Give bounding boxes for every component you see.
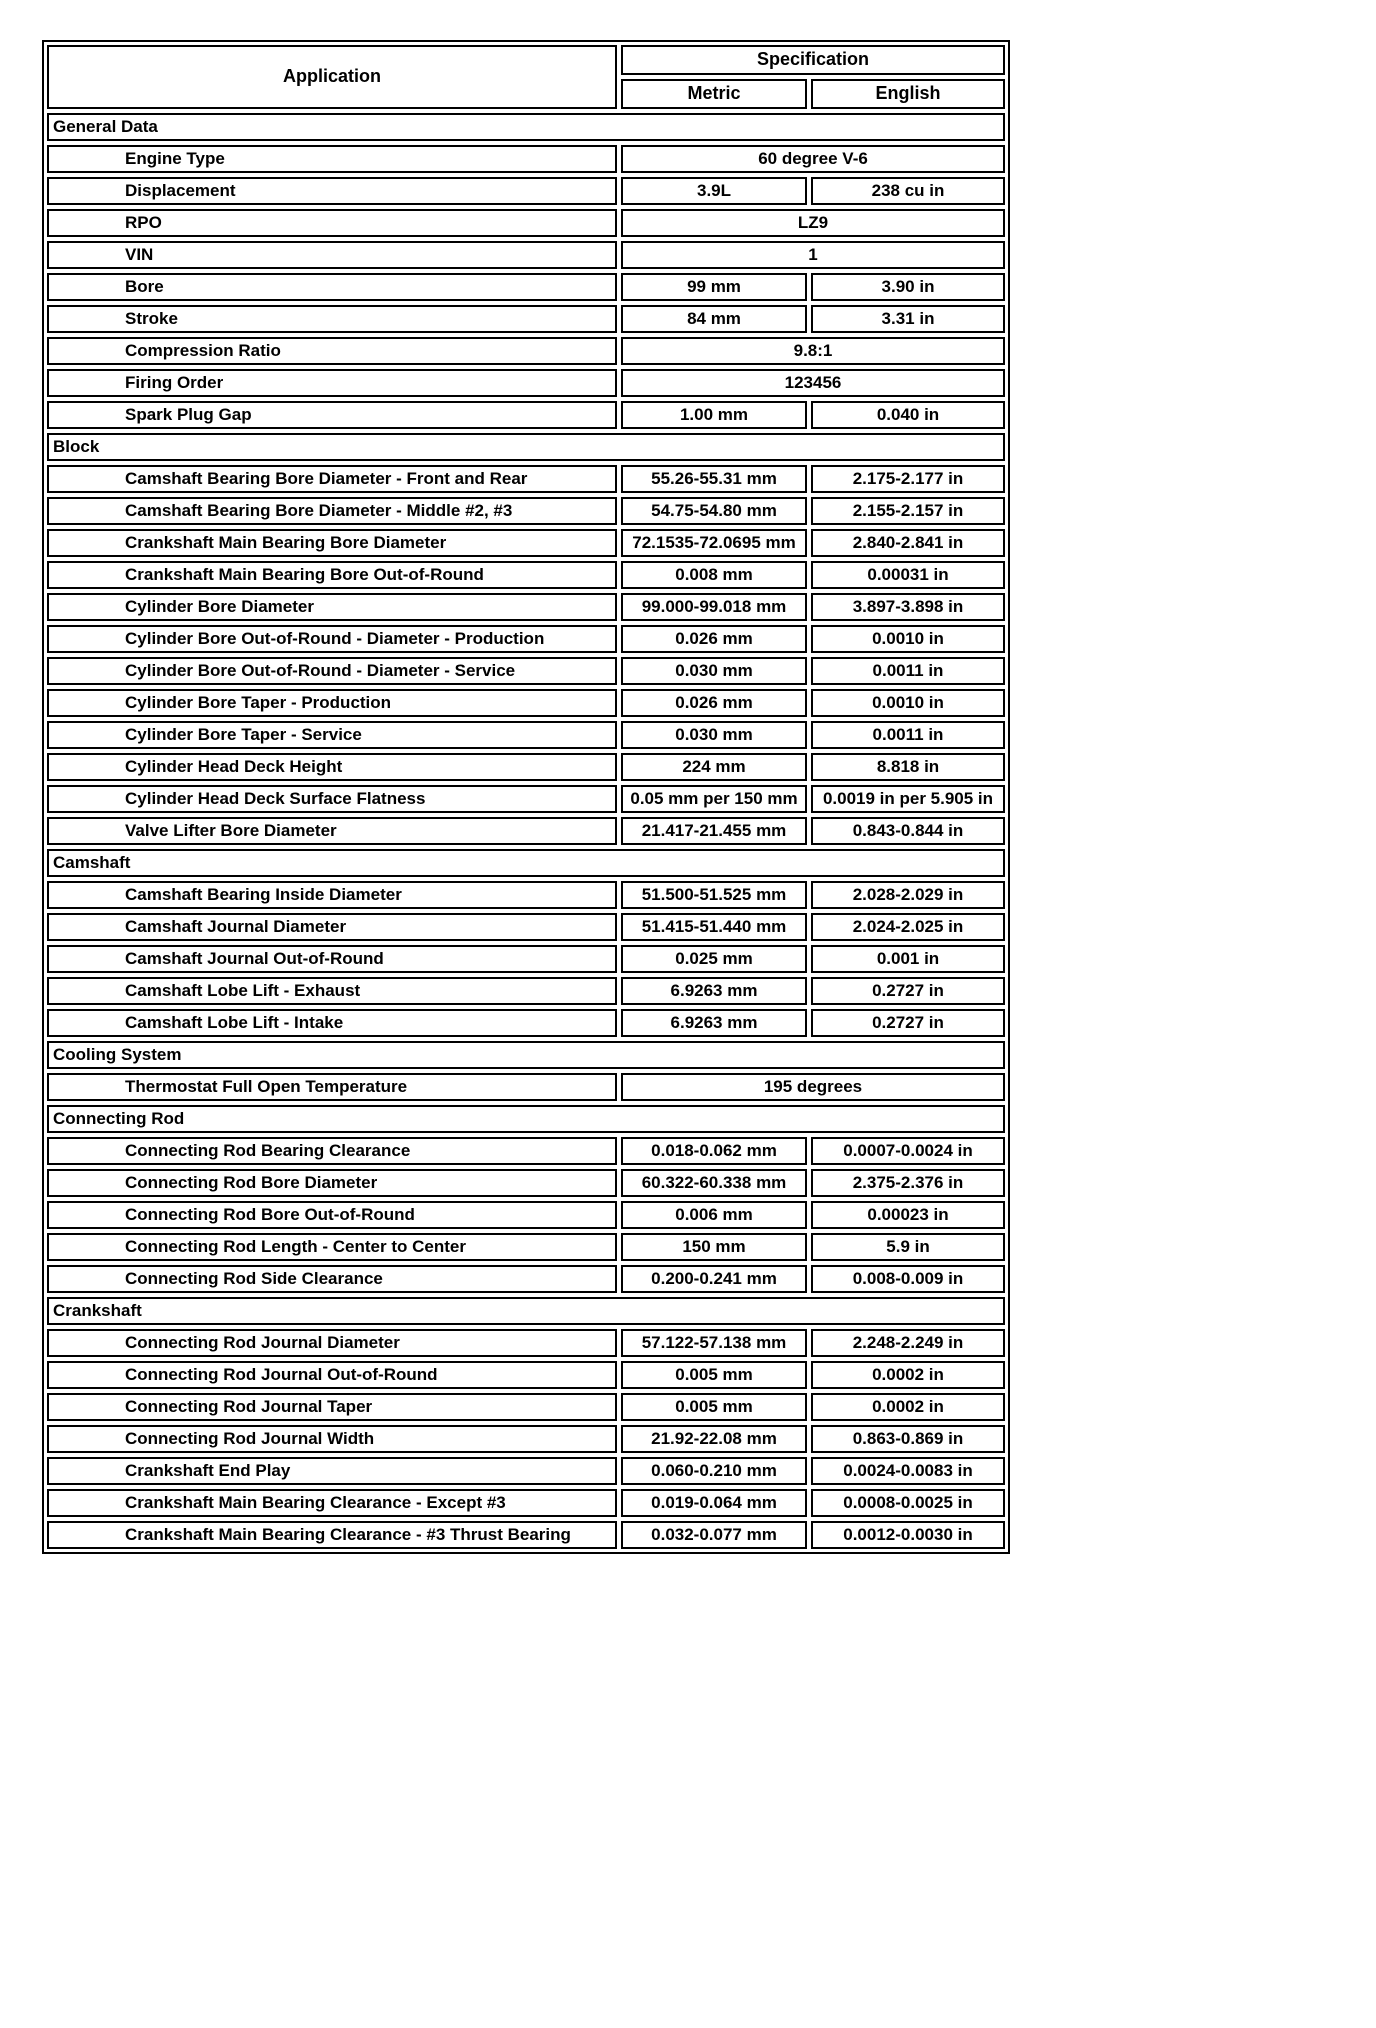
- application-cell: Valve Lifter Bore Diameter: [47, 817, 617, 845]
- english-value-cell: 0.863-0.869 in: [811, 1425, 1005, 1453]
- metric-value-cell: 224 mm: [621, 753, 807, 781]
- table-row: [47, 689, 1005, 717]
- section-header-row: [47, 1041, 1005, 1069]
- table-row: [47, 721, 1005, 749]
- application-cell: Displacement: [47, 177, 617, 205]
- metric-value-cell: 0.05 mm per 150 mm: [621, 785, 807, 813]
- table-row: [47, 1009, 1005, 1037]
- table-row: [47, 1489, 1005, 1517]
- table-row: [47, 465, 1005, 493]
- section-header-row: [47, 1105, 1005, 1133]
- metric-value-cell: 0.005 mm: [621, 1393, 807, 1421]
- section-title: Cooling System: [47, 1041, 1005, 1069]
- table-row: [47, 1265, 1005, 1293]
- table-row: [47, 529, 1005, 557]
- english-value-cell: 5.9 in: [811, 1233, 1005, 1261]
- english-value-cell: 0.0002 in: [811, 1361, 1005, 1389]
- english-value-cell: 0.00031 in: [811, 561, 1005, 589]
- english-value-cell: 0.0012-0.0030 in: [811, 1521, 1005, 1549]
- english-value-cell: 2.375-2.376 in: [811, 1169, 1005, 1197]
- application-cell: Connecting Rod Bearing Clearance: [47, 1137, 617, 1165]
- specification-header-group: [621, 45, 1005, 109]
- english-value-cell: 2.028-2.029 in: [811, 881, 1005, 909]
- application-cell: Thermostat Full Open Temperature: [47, 1073, 617, 1101]
- metric-value-cell: 0.018-0.062 mm: [621, 1137, 807, 1165]
- english-value-cell: 0.0024-0.0083 in: [811, 1457, 1005, 1485]
- english-value-cell: 0.0019 in per 5.905 in: [811, 785, 1005, 813]
- spec-table-body: [47, 113, 1005, 1549]
- application-cell: VIN: [47, 241, 617, 269]
- table-row: [47, 593, 1005, 621]
- english-value-cell: 0.0010 in: [811, 625, 1005, 653]
- english-value-cell: 0.843-0.844 in: [811, 817, 1005, 845]
- metric-value-cell: 0.200-0.241 mm: [621, 1265, 807, 1293]
- table-row: [47, 625, 1005, 653]
- english-value-cell: 3.897-3.898 in: [811, 593, 1005, 621]
- application-cell: Connecting Rod Length - Center to Center: [47, 1233, 617, 1261]
- section-title: Connecting Rod: [47, 1105, 1005, 1133]
- metric-value-cell: 0.005 mm: [621, 1361, 807, 1389]
- english-value-cell: 0.2727 in: [811, 1009, 1005, 1037]
- application-cell: Connecting Rod Bore Diameter: [47, 1169, 617, 1197]
- english-value-cell: 0.0002 in: [811, 1393, 1005, 1421]
- table-row: [47, 1169, 1005, 1197]
- application-cell: Cylinder Bore Taper - Service: [47, 721, 617, 749]
- application-cell: Connecting Rod Bore Out-of-Round: [47, 1201, 617, 1229]
- english-value-cell: 2.024-2.025 in: [811, 913, 1005, 941]
- table-row: [47, 1137, 1005, 1165]
- table-row: [47, 401, 1005, 429]
- english-value-cell: 0.0007-0.0024 in: [811, 1137, 1005, 1165]
- english-value-cell: 0.00023 in: [811, 1201, 1005, 1229]
- english-value-cell: 0.008-0.009 in: [811, 1265, 1005, 1293]
- english-column-header: English: [811, 79, 1005, 109]
- application-cell: Connecting Rod Side Clearance: [47, 1265, 617, 1293]
- application-cell: Spark Plug Gap: [47, 401, 617, 429]
- table-row: [47, 145, 1005, 173]
- metric-value-cell: 150 mm: [621, 1233, 807, 1261]
- english-value-cell: 0.2727 in: [811, 977, 1005, 1005]
- spec-value-cell: 1: [621, 241, 1005, 269]
- spec-value-cell: 9.8:1: [621, 337, 1005, 365]
- english-value-cell: 8.818 in: [811, 753, 1005, 781]
- application-cell: Cylinder Bore Diameter: [47, 593, 617, 621]
- application-cell: Camshaft Lobe Lift - Intake: [47, 1009, 617, 1037]
- table-row: [47, 1521, 1005, 1549]
- table-row: [47, 913, 1005, 941]
- metric-value-cell: 0.030 mm: [621, 657, 807, 685]
- unit-header-row: [621, 79, 1005, 109]
- english-value-cell: 0.0011 in: [811, 721, 1005, 749]
- english-value-cell: 0.040 in: [811, 401, 1005, 429]
- application-cell: Connecting Rod Journal Diameter: [47, 1329, 617, 1357]
- english-value-cell: 2.248-2.249 in: [811, 1329, 1005, 1357]
- application-cell: Cylinder Bore Out-of-Round - Diameter - Production: [47, 625, 617, 653]
- table-row: [47, 753, 1005, 781]
- application-cell: Firing Order: [47, 369, 617, 397]
- spec-value-cell: 195 degrees: [621, 1073, 1005, 1101]
- metric-value-cell: 0.026 mm: [621, 625, 807, 653]
- metric-value-cell: 55.26-55.31 mm: [621, 465, 807, 493]
- metric-value-cell: 0.026 mm: [621, 689, 807, 717]
- table-row: [47, 1073, 1005, 1101]
- section-header-row: [47, 849, 1005, 877]
- application-cell: Crankshaft End Play: [47, 1457, 617, 1485]
- application-cell: Connecting Rod Journal Taper: [47, 1393, 617, 1421]
- application-cell: Cylinder Head Deck Height: [47, 753, 617, 781]
- metric-value-cell: 57.122-57.138 mm: [621, 1329, 807, 1357]
- metric-value-cell: 3.9L: [621, 177, 807, 205]
- metric-value-cell: 6.9263 mm: [621, 1009, 807, 1037]
- application-cell: Cylinder Bore Out-of-Round - Diameter - Service: [47, 657, 617, 685]
- table-row: [47, 337, 1005, 365]
- application-cell: Compression Ratio: [47, 337, 617, 365]
- table-row: [47, 369, 1005, 397]
- table-row: [47, 177, 1005, 205]
- spec-table: [42, 40, 1010, 1554]
- section-title: General Data: [47, 113, 1005, 141]
- table-row: [47, 497, 1005, 525]
- metric-value-cell: 0.060-0.210 mm: [621, 1457, 807, 1485]
- application-cell: Stroke: [47, 305, 617, 333]
- metric-value-cell: 51.500-51.525 mm: [621, 881, 807, 909]
- table-row: [47, 1233, 1005, 1261]
- table-row: [47, 1201, 1005, 1229]
- english-value-cell: 0.0011 in: [811, 657, 1005, 685]
- spec-value-cell: 123456: [621, 369, 1005, 397]
- metric-value-cell: 0.006 mm: [621, 1201, 807, 1229]
- table-row: [47, 881, 1005, 909]
- metric-value-cell: 1.00 mm: [621, 401, 807, 429]
- table-row: [47, 241, 1005, 269]
- metric-value-cell: 51.415-51.440 mm: [621, 913, 807, 941]
- english-value-cell: 0.0010 in: [811, 689, 1005, 717]
- table-row: [47, 273, 1005, 301]
- table-row: [47, 1329, 1005, 1357]
- section-header-row: [47, 113, 1005, 141]
- english-value-cell: 3.31 in: [811, 305, 1005, 333]
- metric-value-cell: 21.92-22.08 mm: [621, 1425, 807, 1453]
- application-cell: Connecting Rod Journal Width: [47, 1425, 617, 1453]
- english-value-cell: 238 cu in: [811, 177, 1005, 205]
- metric-value-cell: 0.032-0.077 mm: [621, 1521, 807, 1549]
- application-cell: Camshaft Bearing Bore Diameter - Middle #2, #3: [47, 497, 617, 525]
- application-cell: Camshaft Bearing Bore Diameter - Front and Rear: [47, 465, 617, 493]
- application-cell: Camshaft Lobe Lift - Exhaust: [47, 977, 617, 1005]
- table-row: [47, 977, 1005, 1005]
- table-row: [47, 1361, 1005, 1389]
- english-value-cell: 3.90 in: [811, 273, 1005, 301]
- section-title: Block: [47, 433, 1005, 461]
- application-cell: Cylinder Head Deck Surface Flatness: [47, 785, 617, 813]
- application-cell: Engine Type: [47, 145, 617, 173]
- application-cell: Camshaft Bearing Inside Diameter: [47, 881, 617, 909]
- application-cell: Camshaft Journal Diameter: [47, 913, 617, 941]
- table-row: [47, 561, 1005, 589]
- metric-value-cell: 72.1535-72.0695 mm: [621, 529, 807, 557]
- section-title: Crankshaft: [47, 1297, 1005, 1325]
- table-row: [47, 305, 1005, 333]
- table-row: [47, 1457, 1005, 1485]
- table-header: [47, 45, 1005, 109]
- metric-value-cell: 21.417-21.455 mm: [621, 817, 807, 845]
- table-row: [47, 785, 1005, 813]
- metric-value-cell: 84 mm: [621, 305, 807, 333]
- metric-value-cell: 99.000-99.018 mm: [621, 593, 807, 621]
- table-row: [47, 945, 1005, 973]
- metric-column-header: Metric: [621, 79, 807, 109]
- application-cell: Cylinder Bore Taper - Production: [47, 689, 617, 717]
- english-value-cell: 0.001 in: [811, 945, 1005, 973]
- english-value-cell: 0.0008-0.0025 in: [811, 1489, 1005, 1517]
- table-row: [47, 817, 1005, 845]
- application-cell: Crankshaft Main Bearing Clearance - Except #3: [47, 1489, 617, 1517]
- metric-value-cell: 99 mm: [621, 273, 807, 301]
- section-header-row: [47, 1297, 1005, 1325]
- metric-value-cell: 54.75-54.80 mm: [621, 497, 807, 525]
- application-cell: Crankshaft Main Bearing Bore Out-of-Round: [47, 561, 617, 589]
- application-cell: Camshaft Journal Out-of-Round: [47, 945, 617, 973]
- application-cell: Connecting Rod Journal Out-of-Round: [47, 1361, 617, 1389]
- metric-value-cell: 0.025 mm: [621, 945, 807, 973]
- section-header-row: [47, 433, 1005, 461]
- spec-value-cell: LZ9: [621, 209, 1005, 237]
- table-row: [47, 209, 1005, 237]
- application-column-header: Application: [47, 45, 617, 109]
- metric-value-cell: 0.008 mm: [621, 561, 807, 589]
- metric-value-cell: 6.9263 mm: [621, 977, 807, 1005]
- table-row: [47, 1425, 1005, 1453]
- table-row: [47, 657, 1005, 685]
- section-title: Camshaft: [47, 849, 1005, 877]
- english-value-cell: 2.840-2.841 in: [811, 529, 1005, 557]
- application-cell: Crankshaft Main Bearing Clearance - #3 Thrust Bearing: [47, 1521, 617, 1549]
- application-cell: Bore: [47, 273, 617, 301]
- application-cell: RPO: [47, 209, 617, 237]
- metric-value-cell: 60.322-60.338 mm: [621, 1169, 807, 1197]
- metric-value-cell: 0.030 mm: [621, 721, 807, 749]
- application-cell: Crankshaft Main Bearing Bore Diameter: [47, 529, 617, 557]
- metric-value-cell: 0.019-0.064 mm: [621, 1489, 807, 1517]
- spec-value-cell: 60 degree V-6: [621, 145, 1005, 173]
- english-value-cell: 2.155-2.157 in: [811, 497, 1005, 525]
- english-value-cell: 2.175-2.177 in: [811, 465, 1005, 493]
- specification-column-header: Specification: [621, 45, 1005, 75]
- table-row: [47, 1393, 1005, 1421]
